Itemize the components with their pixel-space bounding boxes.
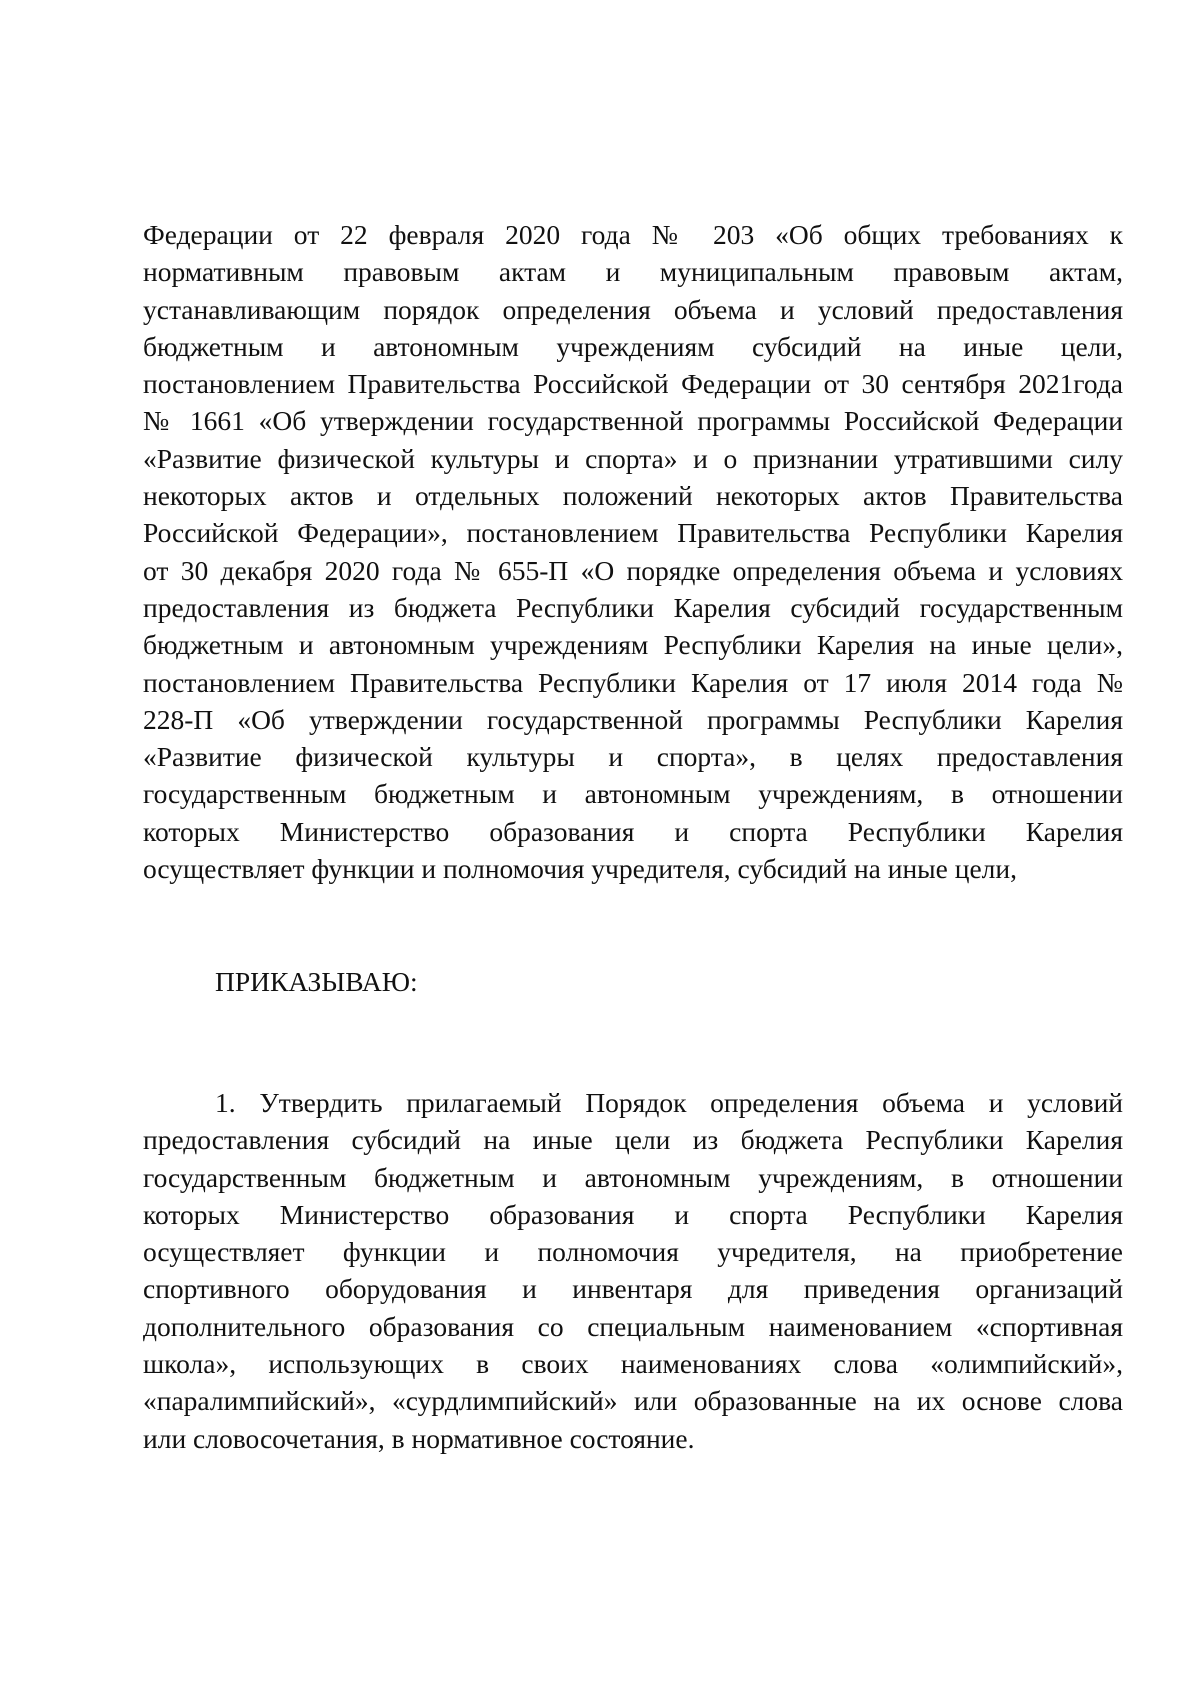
preamble-line: постановлением Правительства Российской Федерации от 30 сентября 2021года: [143, 368, 1123, 400]
item-line: дополнительного образования со специальным наименованием «спортивная: [143, 1310, 1123, 1342]
preamble-line: которых Министерство образования и спорта Республики Карелия: [143, 815, 1123, 847]
item-line: 1. Утвердить прилагаемый Порядок определения объема и условий: [215, 1087, 1123, 1118]
preamble-line: Федерации от 22 февраля 2020 года № 203 «Об общих требованиях к: [143, 219, 1123, 250]
item-line: спортивного оборудования и инвентаря для приведения организаций: [143, 1273, 1123, 1305]
order-word: ПРИКАЗЫВАЮ:: [215, 966, 418, 997]
preamble-line: Российской Федерации», постановлением Правительства Республики Карелия: [143, 517, 1123, 549]
preamble-line: от 30 декабря 2020 года № 655-П «О порядке определения объема и условиях: [143, 554, 1123, 586]
item-line: которых Министерство образования и спорта Республики Карелия: [143, 1198, 1123, 1230]
preamble-line: «Развитие физической культуры и спорта», в целях предоставления: [143, 741, 1123, 773]
preamble-line: государственным бюджетным и автономным учреждениям, в отношении: [143, 778, 1123, 810]
preamble-line: нормативным правовым актам и муниципальным правовым актам,: [143, 256, 1123, 288]
preamble-line: № 1661 «Об утверждении государственной программы Российской Федерации: [143, 405, 1123, 437]
preamble-line: предоставления из бюджета Республики Карелия субсидий государственным: [143, 591, 1123, 623]
preamble-line: бюджетным и автономным учреждениям субсидий на иные цели,: [143, 330, 1123, 362]
order-item-1: [143, 1084, 1123, 1457]
preamble-line: устанавливающим порядок определения объема и условий предоставления: [143, 293, 1123, 325]
preamble-line: постановлением Правительства Республики Карелия от 17 июля 2014 года №: [143, 666, 1123, 698]
preamble-line: осуществляет функции и полномочия учредителя, субсидий на иные цели,: [143, 853, 1017, 885]
preamble-line: некоторых актов и отдельных положений некоторых актов Правительства: [143, 480, 1123, 512]
item-line: осуществляет функции и полномочия учредителя, на приобретение: [143, 1236, 1123, 1268]
preamble-paragraph: [143, 216, 1123, 887]
item-line: «паралимпийский», «сурдлимпийский» или образованные на их основе слова: [143, 1385, 1123, 1417]
item-line: школа», использующих в своих наименованиях слова «олимпийский»,: [143, 1348, 1123, 1380]
item-line: или словосочетания, в нормативное состояние.: [143, 1422, 695, 1454]
order-heading: [143, 963, 1123, 1000]
preamble-line: «Развитие физической культуры и спорта» и о признании утратившими силу: [143, 442, 1123, 474]
preamble-line: 228-П «Об утверждении государственной программы Республики Карелия: [143, 703, 1123, 735]
preamble-line: бюджетным и автономным учреждениям Республики Карелия на иные цели»,: [143, 629, 1123, 661]
item-line: государственным бюджетным и автономным учреждениям, в отношении: [143, 1161, 1123, 1193]
item-line: предоставления субсидий на иные цели из бюджета Республики Карелия: [143, 1124, 1123, 1156]
